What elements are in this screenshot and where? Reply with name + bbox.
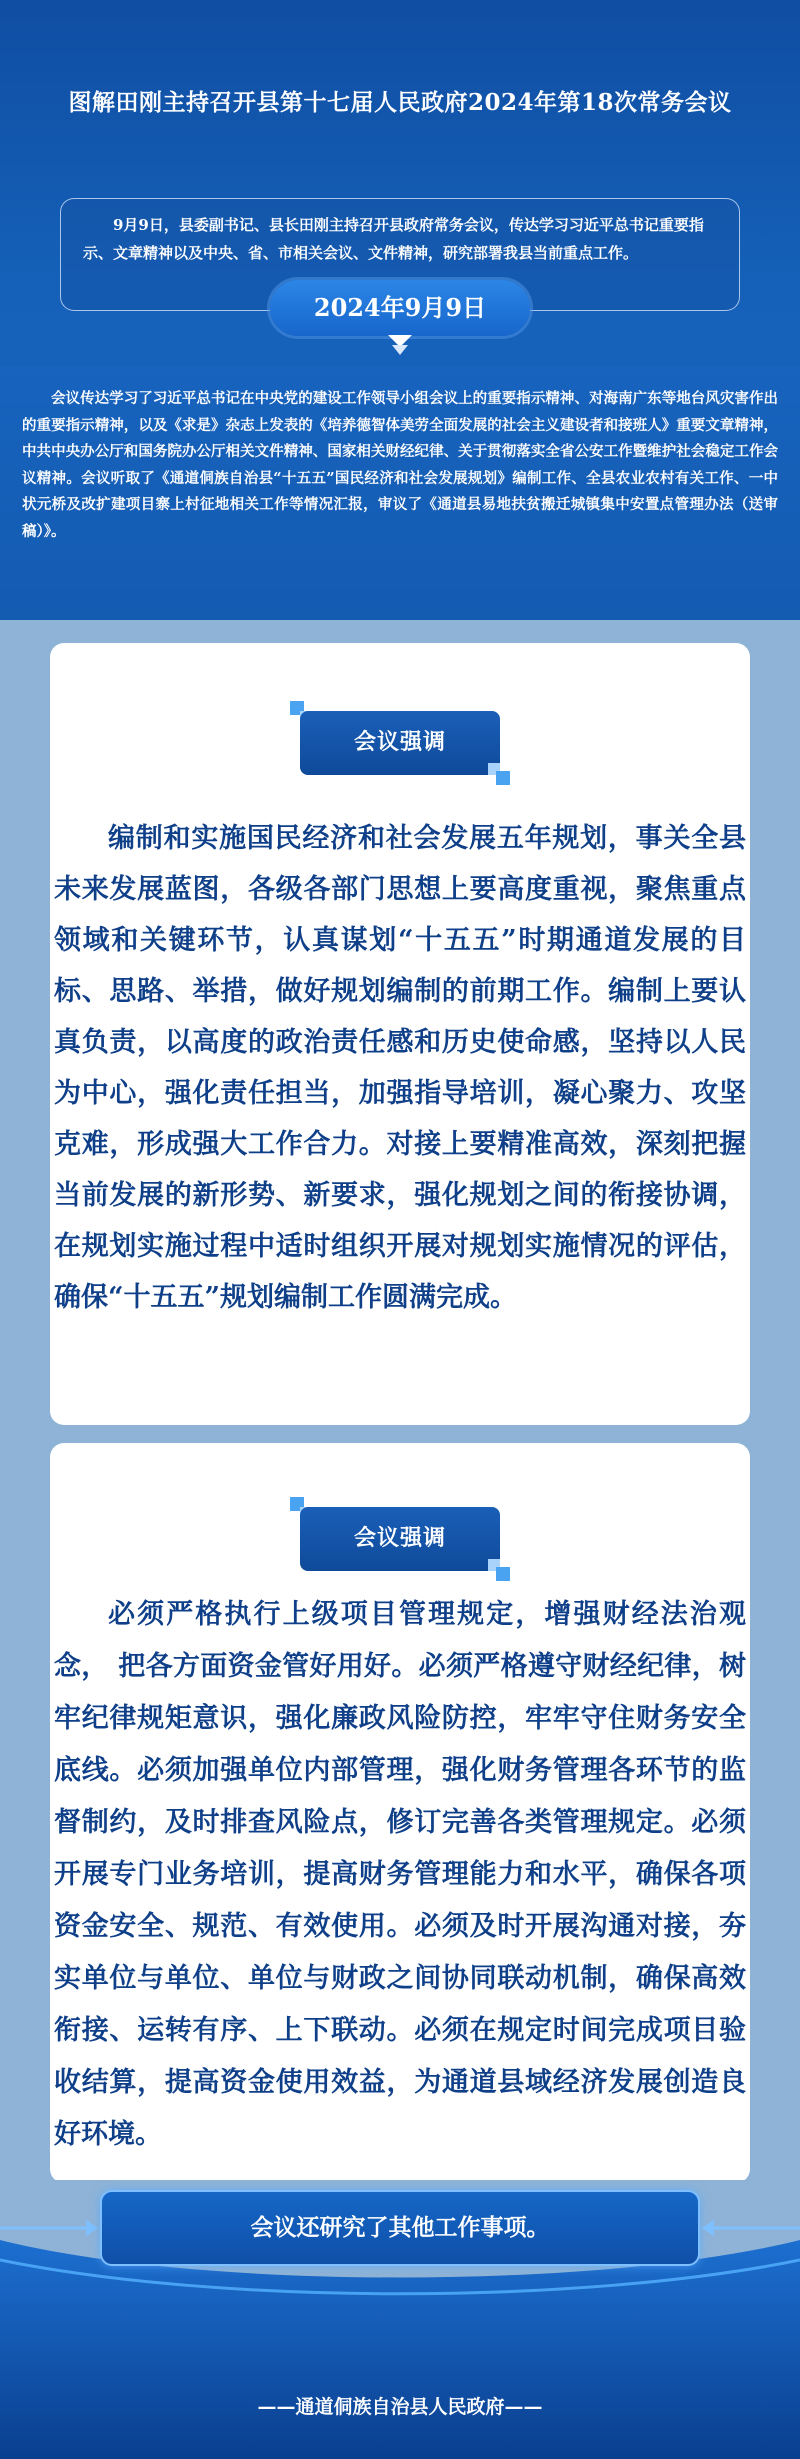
decor-squares-icon (486, 761, 510, 785)
section-text: 必须严格执行上级项目管理规定，增强财经法治观念， 把各方面资金管好用好。必须严格遵守财经纪律，树牢纪律规矩意识，强化廉政风险防控，牢牢守住财务安全底线。必须加强单位内部管理，强化财务管理各环节的监督制约，及时排查风险点，修订完善各类管理规定。必须开展专门业务培训，提高财务管理能力和水平，确保各项资金安全、规范、有效使用。必须及时开展沟通对接，夯实单位与单位、单位与财政之间协同联动机制，确保高效衔接、运转有序、上下联动。必须在规定时间完成项目验收结算，提高资金使用效益，为通道县域经济发展创造良好环境。 (54, 1599, 746, 2150)
decor-line-left-icon (0, 2212, 100, 2244)
section-card-1 (50, 643, 750, 1425)
summary-text: 会议传达学习了习近平总书记在中央党的建设工作领导小组会议上的重要指示精神、对海南广东等地台风灾害作出的重要指示精神，以及《求是》杂志上发表的《培养德智体美劳全面发展的社会主义建设者和接班人》重要文章精神，中共中央办公厅和国务院办公厅相关文件精神、国家相关财经纪律、关于贯彻落实全省公安工作暨维护社会稳定工作会议精神。会议听取了《通道侗族自治县“十五五”国民经济和社会发展规划》编制工作、全县农业农村有关工作、一中状元桥及改扩建项目寨上村征地相关工作等情况汇报，审议了《通道县易地扶贫搬迁城镇集中安置点管理办法（送审稿）》。 (22, 390, 778, 540)
meeting-summary (0, 366, 800, 620)
footer-signature: ——通道侗族自治县人民政府—— (257, 2396, 543, 2418)
decor-squares-icon (486, 1557, 510, 1581)
decor-line-right-icon (700, 2212, 800, 2244)
chevron-down-icon (386, 333, 414, 357)
section-text: 编制和实施国民经济和社会发展五年规划，事关全县未来发展蓝图，各级各部门思想上要高度重视，聚焦重点领域和关键环节，认真谋划“十五五”时期通道发展的目标、思路、举措，做好规划编制的前期工作。编制上要认真负责，以高度的政治责任感和历史使命感，坚持以人民为中心，强化责任担当，加强指导培训，凝心聚力、攻坚克难，形成强大工作合力。对接上要精准高效，深刻把握当前发展的新形势、新要求，强化规划之间的衔接协调，在规划实施过程中适时组织开展对规划实施情况的评估，确保“十五五”规划编制工作圆满完成。 (54, 823, 746, 1313)
section-badge: 会议强调 (300, 711, 500, 775)
other-matters-note: 会议还研究了其他工作事项。 (100, 2190, 700, 2266)
page-title: 图解田刚主持召开县第十七届人民政府2024年第18次常务会议 (68, 89, 732, 116)
section-badge: 会议强调 (300, 1507, 500, 1571)
intro-text: 9月9日，县委副书记、县长田刚主持召开县政府常务会议，传达学习习近平总书记重要指示、文章精神以及中央、省、市相关会议、文件精神，研究部署我县当前重点工作。 (83, 216, 704, 262)
date-badge: 2024年9月9日 (270, 280, 530, 336)
section-card-2 (50, 1443, 750, 2183)
